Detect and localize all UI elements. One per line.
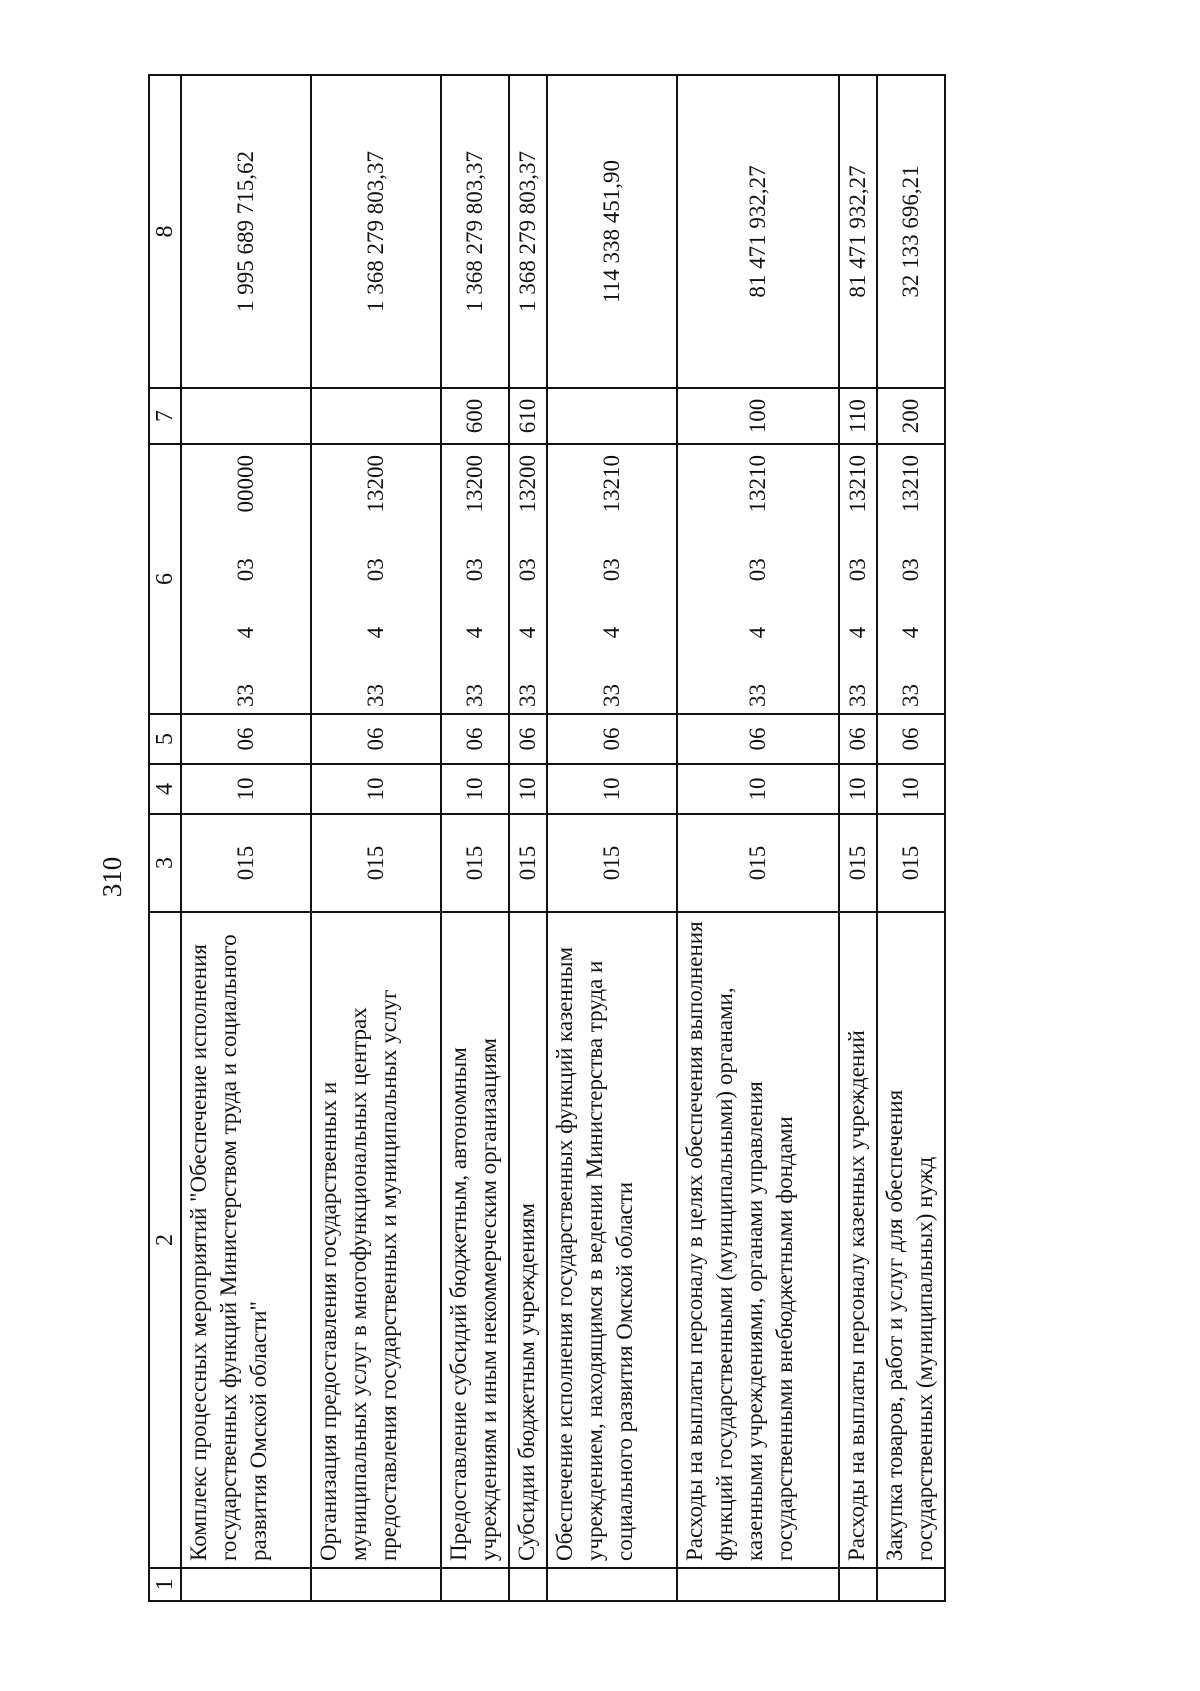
code-part: 4 [462, 626, 487, 639]
code-part: 33 [515, 684, 540, 707]
table-row [877, 75, 945, 1601]
item-name-cell: Расходы на выплаты персоналу казенных учреждений [839, 912, 877, 1568]
expense-type-cell [311, 388, 441, 444]
code-part: 13210 [745, 455, 770, 513]
expense-type-cell [181, 388, 311, 444]
item-name-cell: Субсидии бюджетным учреждениям [509, 912, 547, 1568]
code-part: 33 [462, 684, 487, 707]
code-part: 13210 [898, 455, 923, 513]
code-part: 33 [599, 684, 624, 707]
code-part: 4 [845, 626, 870, 639]
code-part: 03 [515, 558, 540, 582]
header-cell: 5 [149, 714, 181, 764]
section-code-cell: 10 [181, 764, 311, 814]
table-row [677, 75, 839, 1601]
row-number-cell [547, 1568, 677, 1601]
code-part: 4 [233, 626, 258, 639]
ministry-code-cell: 015 [677, 814, 839, 912]
amount-cell: 1 368 279 803,37 [311, 75, 441, 388]
code-part: 4 [515, 626, 540, 639]
amount-cell: 32 133 696,21 [877, 75, 945, 388]
code-part: 03 [745, 558, 770, 582]
code-part: 33 [363, 684, 388, 707]
section-code-cell: 10 [509, 764, 547, 814]
ministry-code-cell: 015 [877, 814, 945, 912]
subsection-code-cell: 06 [311, 714, 441, 764]
header-cell: 8 [149, 75, 181, 388]
table-row [839, 75, 877, 1601]
budget-table [148, 74, 946, 1602]
section-code-cell: 10 [311, 764, 441, 814]
subsection-code-cell: 06 [509, 714, 547, 764]
section-code-cell: 10 [441, 764, 509, 814]
ministry-code-cell: 015 [311, 814, 441, 912]
code-part: 13210 [599, 455, 624, 513]
expense-type-cell: 200 [877, 388, 945, 444]
row-number-cell [677, 1568, 839, 1601]
ministry-code-cell: 015 [509, 814, 547, 912]
ministry-code-cell: 015 [547, 814, 677, 912]
code-part: 00000 [233, 455, 258, 513]
budget-table-rotated [148, 76, 1046, 1602]
amount-cell: 81 471 932,27 [677, 75, 839, 388]
ministry-code-cell: 015 [441, 814, 509, 912]
row-number-cell [877, 1568, 945, 1601]
target-article-cell [677, 444, 839, 714]
code-part: 03 [462, 558, 487, 582]
code-part: 03 [233, 558, 258, 582]
row-number-cell [441, 1568, 509, 1601]
item-name-cell: Организация предоставления государственных и муниципальных услуг в многофункциональных центрах предоставления государственных и муниципальных услуг [311, 912, 441, 1568]
subsection-code-cell: 06 [181, 714, 311, 764]
section-code-cell: 10 [547, 764, 677, 814]
amount-cell: 1 995 689 715,62 [181, 75, 311, 388]
row-number-cell [181, 1568, 311, 1601]
code-part: 33 [233, 684, 258, 707]
item-name-cell: Обеспечение исполнения государственных функций казенным учреждением, находящимся в ведении Министерства труда и социального развития Омской области [547, 912, 677, 1568]
target-article-cell [181, 444, 311, 714]
row-number-cell [311, 1568, 441, 1601]
table-row [441, 75, 509, 1601]
amount-cell: 1 368 279 803,37 [441, 75, 509, 388]
page-number: 310 [97, 856, 127, 898]
code-part: 33 [745, 684, 770, 707]
table-row [311, 75, 441, 1601]
subsection-code-cell: 06 [677, 714, 839, 764]
code-part: 33 [898, 684, 923, 707]
section-code-cell: 10 [677, 764, 839, 814]
table-row [547, 75, 677, 1601]
header-row [149, 75, 181, 1601]
item-name-cell: Закупка товаров, работ и услуг для обеспечения государственных (муниципальных) нужд [877, 912, 945, 1568]
subsection-code-cell: 06 [877, 714, 945, 764]
subsection-code-cell: 06 [839, 714, 877, 764]
item-name-cell: Комплекс процессных мероприятий "Обеспечение исполнения государственных функций Министерством труда и социального развития Омской области" [181, 912, 311, 1568]
subsection-code-cell: 06 [547, 714, 677, 764]
section-code-cell: 10 [877, 764, 945, 814]
section-code-cell: 10 [839, 764, 877, 814]
expense-type-cell: 600 [441, 388, 509, 444]
ministry-code-cell: 015 [839, 814, 877, 912]
target-article-cell [839, 444, 877, 714]
header-cell: 2 [149, 912, 181, 1568]
target-article-cell [877, 444, 945, 714]
row-number-cell [839, 1568, 877, 1601]
target-article-cell [441, 444, 509, 714]
row-number-cell [509, 1568, 547, 1601]
expense-type-cell: 610 [509, 388, 547, 444]
code-part: 4 [898, 626, 923, 639]
header-cell: 6 [149, 444, 181, 714]
amount-cell: 81 471 932,27 [839, 75, 877, 388]
ministry-code-cell: 015 [181, 814, 311, 912]
item-name-cell: Предоставление субсидий бюджетным, автономным учреждениям и иным некоммерческим организациям [441, 912, 509, 1568]
code-part: 13200 [363, 455, 388, 513]
code-part: 13200 [515, 455, 540, 513]
target-article-cell [509, 444, 547, 714]
code-part: 03 [363, 558, 388, 582]
code-part: 4 [599, 626, 624, 639]
expense-type-cell: 110 [839, 388, 877, 444]
code-part: 13200 [462, 455, 487, 513]
amount-cell: 114 338 451,90 [547, 75, 677, 388]
header-cell: 3 [149, 814, 181, 912]
table-row [509, 75, 547, 1601]
code-part: 03 [845, 558, 870, 582]
table-row [181, 75, 311, 1601]
subsection-code-cell: 06 [441, 714, 509, 764]
code-part: 4 [745, 626, 770, 639]
code-part: 03 [898, 558, 923, 582]
target-article-cell [547, 444, 677, 714]
header-cell: 7 [149, 388, 181, 444]
code-part: 4 [363, 626, 388, 639]
target-article-cell [311, 444, 441, 714]
header-cell: 1 [149, 1568, 181, 1601]
header-cell: 4 [149, 764, 181, 814]
item-name-cell: Расходы на выплаты персоналу в целях обеспечения выполнения функций государственными (муниципальными) органами, казенными учреждениями, органами управления государственными внебюджетными фондами [677, 912, 839, 1568]
amount-cell: 1 368 279 803,37 [509, 75, 547, 388]
expense-type-cell: 100 [677, 388, 839, 444]
expense-type-cell [547, 388, 677, 444]
code-part: 13210 [845, 455, 870, 513]
code-part: 33 [845, 684, 870, 707]
code-part: 03 [599, 558, 624, 582]
